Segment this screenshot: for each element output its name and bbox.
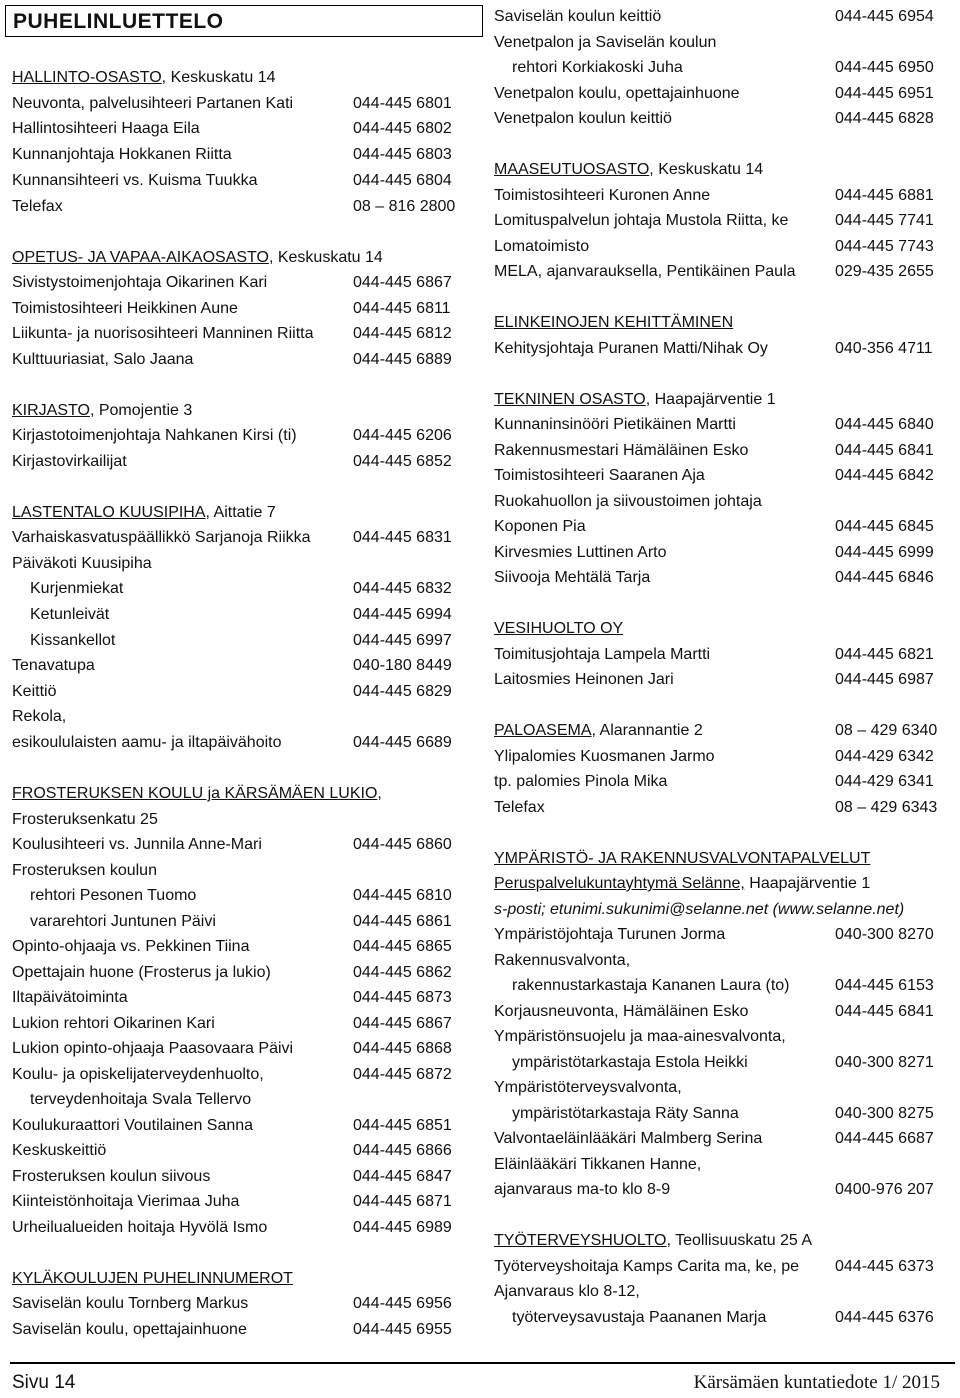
entry-name: Toimistosihteeri Saaranen Aja (494, 467, 705, 484)
phone-number: 044-445 6842 (835, 467, 934, 484)
directory-entry (494, 1153, 954, 1177)
phone-number: 044-445 6851 (353, 1117, 452, 1134)
heading-text (12, 66, 276, 90)
directory-entry (494, 643, 954, 667)
directory-entry (494, 5, 954, 29)
directory-entry (494, 82, 954, 106)
directory-entry (12, 1216, 470, 1240)
directory-entry (494, 31, 954, 55)
section-heading (494, 847, 954, 871)
phone-number: 044-445 6867 (353, 274, 452, 291)
entry-name: Ympäristöterveysvalvonta, (494, 1079, 682, 1096)
phone-number: 040-356 4711 (835, 340, 933, 357)
heading-text (12, 1267, 293, 1291)
entry-name: Frosteruksen koulun (12, 862, 157, 879)
section-heading (12, 246, 470, 270)
entry-name: Valvontaeläinlääkäri Malmberg Serina (494, 1130, 763, 1147)
entry-name: Kunnansihteeri vs. Kuisma Tuukka (12, 172, 258, 189)
entry-name: Liikunta- ja nuorisosihteeri Manninen Riitta (12, 325, 314, 342)
heading-text (12, 501, 276, 525)
phone-number: 044-445 6852 (353, 453, 452, 470)
phone-number: 044-445 6871 (353, 1193, 452, 1210)
section-heading (494, 388, 954, 412)
directory-entry (494, 1051, 954, 1075)
phone-number: 044-445 6867 (353, 1015, 452, 1032)
directory-entry (12, 935, 470, 959)
section-heading (494, 158, 954, 182)
phone-number: 044-445 6951 (835, 85, 934, 102)
entry-name: Kunnaninsinööri Pietikäinen Martti (494, 416, 736, 433)
section-heading (12, 1267, 470, 1291)
entry-name: Kissankellot (30, 632, 116, 649)
heading-address: Haapajärventie 1 (744, 875, 871, 892)
entry-name: Ruokahuollon ja siivoustoimen johtaja (494, 493, 762, 510)
entry-name: Telefax (494, 799, 545, 816)
directory-entry (12, 961, 470, 985)
entry-name: Koulu- ja opiskelijaterveydenhuolto, (12, 1066, 264, 1083)
entry-name: Frosteruksenkatu 25 (12, 811, 158, 828)
phone-number: 08 – 429 6343 (835, 799, 938, 816)
entry-name: Varhaiskasvatuspäällikkö Sarjanoja Riikka (12, 529, 311, 546)
directory-entry (12, 833, 470, 857)
directory-entry (494, 541, 954, 565)
phone-number: 044-445 6828 (835, 110, 934, 127)
directory-entry (494, 1280, 954, 1304)
heading-address: , Aittatie 7 (205, 504, 276, 521)
phone-number: 044-445 6865 (353, 938, 452, 955)
heading-text (494, 311, 733, 335)
heading-text (494, 872, 870, 896)
heading-text (494, 617, 623, 641)
directory-entry (12, 169, 470, 193)
directory-entry (12, 1114, 470, 1138)
phone-number: 044-445 6881 (835, 187, 934, 204)
phone-number: 040-300 8271 (835, 1054, 934, 1071)
phone-number: 044-445 6376 (835, 1309, 934, 1326)
page-number: Sivu 14 (12, 1372, 76, 1393)
directory-entry (494, 439, 954, 463)
entry-name: Tenavatupa (12, 657, 95, 674)
directory-entry (12, 297, 470, 321)
entry-name: Rakennusvalvonta, (494, 952, 631, 969)
entry-name: Kurjenmiekat (30, 580, 124, 597)
entry-name: Opettajain huone (Frosterus ja lukio) (12, 964, 271, 981)
entry-name: Laitosmies Heinonen Jari (494, 671, 674, 688)
heading-text (494, 158, 763, 182)
entry-name: Lukion rehtori Oikarinen Kari (12, 1015, 215, 1032)
directory-entry (494, 923, 954, 947)
directory-entry (12, 884, 470, 908)
directory-entry (494, 974, 954, 998)
directory-entry (12, 526, 470, 550)
directory-entry (12, 808, 470, 832)
directory-entry (12, 731, 470, 755)
phone-number: 040-300 8270 (835, 926, 934, 943)
directory-entry (12, 910, 470, 934)
entry-name: Ketunleivät (30, 606, 110, 623)
entry-name: Lomatoimisto (494, 238, 590, 255)
heading-text (494, 1229, 812, 1253)
phone-number: 044-445 6846 (835, 569, 934, 586)
directory-entry (12, 92, 470, 116)
section-heading (12, 66, 470, 90)
phone-number: 044-445 6873 (353, 989, 452, 1006)
phone-number: 044-445 6803 (353, 146, 452, 163)
phone-number: 044-429 6341 (835, 773, 934, 790)
directory-entry (12, 450, 470, 474)
directory-entry (494, 668, 954, 692)
entry-name: Toimistosihteeri Kuronen Anne (494, 187, 711, 204)
entry-name: Keskuskeittiö (12, 1142, 107, 1159)
entry-name: Saviselän koulu Tornberg Markus (12, 1295, 249, 1312)
heading-address: , (377, 785, 382, 802)
phone-number: 044-445 6840 (835, 416, 934, 433)
directory-entry (494, 566, 954, 590)
footer-divider (10, 1362, 955, 1364)
phone-number: 044-445 6206 (353, 427, 452, 444)
directory-entry (12, 322, 470, 346)
phone-number: 044-445 6811 (353, 300, 451, 317)
heading-address: , Keskuskatu 14 (268, 249, 383, 266)
phone-number: 044-445 6950 (835, 59, 934, 76)
directory-entry (12, 986, 470, 1010)
entry-name: Siivooja Mehtälä Tarja (494, 569, 651, 586)
directory-entry (12, 1012, 470, 1036)
entry-name: Koponen Pia (494, 518, 586, 535)
directory-entry (494, 770, 954, 794)
phone-number: 044-445 6804 (353, 172, 452, 189)
entry-name: Ajanvaraus klo 8-12, (494, 1283, 640, 1300)
directory-entry (494, 1102, 954, 1126)
directory-entry (12, 859, 470, 883)
directory-entry (494, 56, 954, 80)
directory-entry (494, 107, 954, 131)
directory-entry (494, 1000, 954, 1024)
entry-name: Frosteruksen koulun siivous (12, 1168, 211, 1185)
directory-entry (12, 1037, 470, 1061)
entry-name: Rakennusmestari Hämäläinen Esko (494, 442, 749, 459)
directory-entry (494, 184, 954, 208)
directory-entry (494, 1306, 954, 1330)
entry-name: Kulttuuriasiat, Salo Jaana (12, 351, 194, 368)
heading-title: ELINKEINOJEN KEHITTÄMINEN (494, 314, 734, 331)
entry-name: Ylipalomies Kuosmanen Jarmo (494, 748, 715, 765)
directory-entry (12, 654, 470, 678)
heading-address: , Haapajärventie 1 (645, 391, 776, 408)
directory-entry (494, 1076, 954, 1100)
phone-number: 044-445 6889 (353, 351, 452, 368)
entry-name: Venetpalon ja Saviselän koulun (494, 34, 717, 51)
phone-number: 044-445 6841 (835, 1003, 934, 1020)
entry-name: Toimistosihteeri Heikkinen Aune (12, 300, 238, 317)
directory-entry (494, 1255, 954, 1279)
section-heading (494, 617, 954, 641)
phone-number: 044-445 6689 (353, 734, 452, 751)
title-box (5, 5, 483, 37)
directory-entry (494, 209, 954, 233)
phone-number: 044-445 6872 (353, 1066, 452, 1083)
publication-name: Kärsämäen kuntatiedote 1/ 2015 (693, 1372, 940, 1393)
phone-number: 040-180 8449 (353, 657, 452, 674)
phone-number: 044-445 6866 (353, 1142, 452, 1159)
phone-number: 044-445 6802 (353, 120, 452, 137)
entry-name: Kirvesmies Luttinen Arto (494, 544, 667, 561)
heading-title: TEKNINEN OSASTO (494, 391, 646, 408)
entry-name: ympäristötarkastaja Räty Sanna (512, 1105, 739, 1122)
entry-name: tp. palomies Pinola Mika (494, 773, 668, 790)
directory-entry (494, 1025, 954, 1049)
directory-entry (494, 464, 954, 488)
section-heading (12, 782, 470, 806)
directory-entry (494, 745, 954, 769)
directory-entry (12, 1139, 470, 1163)
entry-name: Urheilualueiden hoitaja Hyvölä Ismo (12, 1219, 268, 1236)
entry-name: Neuvonta, palvelusihteeri Partanen Kati (12, 95, 294, 112)
phone-number: 0400-976 207 (835, 1181, 934, 1198)
entry-name: Keittiö (12, 683, 57, 700)
entry-name: Venetpalon koulun keittiö (494, 110, 672, 127)
heading-address: , Keskuskatu 14 (649, 161, 764, 178)
heading-text (12, 782, 382, 806)
directory-entry (12, 1292, 470, 1316)
entry-name: Kiinteistönhoitaja Vierimaa Juha (12, 1193, 240, 1210)
directory-entry (12, 195, 470, 219)
entry-name: työterveysavustaja Paananen Marja (512, 1309, 767, 1326)
section-heading (494, 719, 954, 743)
phone-number: 044-445 6829 (353, 683, 452, 700)
page-title: PUHELINLUETTELO (13, 10, 224, 33)
directory-entry (12, 705, 470, 729)
phone-number: 044-445 6832 (353, 580, 452, 597)
heading-title: MAASEUTUOSASTO (494, 161, 650, 178)
entry-name: Kirjastotoimenjohtaja Nahkanen Kirsi (ti) (12, 427, 297, 444)
phone-number: 044-445 6987 (835, 671, 934, 688)
heading-text (12, 246, 383, 270)
entry-name: MELA, ajanvarauksella, Pentikäinen Paula (494, 263, 796, 280)
directory-entry (12, 143, 470, 167)
phone-number: 044-445 6373 (835, 1258, 934, 1275)
entry-name: vararehtori Juntunen Päivi (30, 913, 216, 930)
heading-address: , Pomojentie 3 (89, 402, 193, 419)
heading-text (494, 388, 776, 412)
entry-name: rehtori Pesonen Tuomo (30, 887, 197, 904)
phone-number: 044-445 6994 (353, 606, 452, 623)
directory-entry (12, 603, 470, 627)
entry-name: rehtori Korkiakoski Juha (512, 59, 683, 76)
directory-entry (12, 629, 470, 653)
phone-number: 044-445 6956 (353, 1295, 452, 1312)
entry-name: Sivistystoimenjohtaja Oikarinen Kari (12, 274, 268, 291)
directory-entry (494, 337, 954, 361)
phone-number: 044-445 6801 (353, 95, 452, 112)
directory-entry (12, 680, 470, 704)
directory-entry (494, 1127, 954, 1151)
directory-entry (12, 1190, 470, 1214)
directory-entry (494, 1178, 954, 1202)
entry-name: terveydenhoitaja Svala Tellervo (30, 1091, 252, 1108)
directory-entry (494, 949, 954, 973)
entry-name: Hallintosihteeri Haaga Eila (12, 120, 200, 137)
heading-title: LASTENTALO KUUSIPIHA (12, 504, 206, 521)
heading-text (494, 847, 870, 871)
phone-number: 029-435 2655 (835, 263, 934, 280)
phone-number: 044-445 7741 (835, 212, 934, 229)
directory-entry (12, 117, 470, 141)
directory-entry (12, 271, 470, 295)
heading-title: KYLÄKOULUJEN PUHELINNUMEROT (12, 1270, 293, 1287)
phone-number: 044-445 6860 (353, 836, 452, 853)
heading-title: OPETUS- JA VAPAA-AIKAOSASTO (12, 249, 269, 266)
heading-title: KIRJASTO (12, 402, 90, 419)
entry-name: Telefax (12, 198, 63, 215)
entry-name: Saviselän koulu, opettajainhuone (12, 1321, 247, 1338)
phone-number: 044-445 6868 (353, 1040, 452, 1057)
section-heading (494, 1229, 954, 1253)
directory-entry (494, 413, 954, 437)
entry-name: Saviselän koulun keittiö (494, 8, 662, 25)
phone-number: 044-445 6862 (353, 964, 452, 981)
heading-text (12, 399, 192, 423)
phone-number: 044-445 6821 (835, 646, 934, 663)
phone-number: 040-300 8275 (835, 1105, 934, 1122)
entry-name: Päiväkoti Kuusipiha (12, 555, 152, 572)
entry-name: Työterveyshoitaja Kamps Carita ma, ke, pe (494, 1258, 800, 1275)
heading-title: HALLINTO-OSASTO (12, 69, 162, 86)
entry-name: ajanvaraus ma-to klo 8-9 (494, 1181, 671, 1198)
heading-title: VESIHUOLTO OY (494, 620, 624, 637)
phone-number: 044-445 6841 (835, 442, 934, 459)
entry-name: Kirjastovirkailijat (12, 453, 127, 470)
entry-name: Venetpalon koulu, opettajainhuone (494, 85, 740, 102)
entry-name: Koulukuraattori Voutilainen Sanna (12, 1117, 254, 1134)
directory-entry (12, 577, 470, 601)
directory-entry (12, 1063, 470, 1087)
entry-name: Kunnanjohtaja Hokkanen Riitta (12, 146, 232, 163)
directory-entry (494, 515, 954, 539)
heading-title: TYÖTERVEYSHUOLTO (494, 1232, 667, 1249)
section-heading (12, 501, 470, 525)
phone-number: 08 – 816 2800 (353, 198, 456, 215)
entry-name: esikoululaisten aamu- ja iltapäivähoito (12, 734, 282, 751)
phone-number: 08 – 429 6340 (835, 722, 938, 739)
directory-entry (12, 1318, 470, 1342)
entry-name: Lomituspalvelun johtaja Mustola Riitta, ke (494, 212, 789, 229)
phone-number: 044-429 6342 (835, 748, 934, 765)
entry-name: Rekola, (12, 708, 67, 725)
directory-entry (494, 796, 954, 820)
email-text: s-posti; etunimi.sukunimi@selanne.net (www.selanne.net) (494, 901, 905, 918)
heading-address: , Keskuskatu 14 (161, 69, 276, 86)
heading-address: , Teollisuuskatu 25 A (666, 1232, 813, 1249)
entry-name: Toimitusjohtaja Lampela Martti (494, 646, 711, 663)
section-heading (494, 311, 954, 335)
heading-title: Peruspalvelukuntayhtymä Selänne, (494, 875, 745, 892)
entry-name: Ympäristönsuojelu ja maa-ainesvalvonta, (494, 1028, 786, 1045)
entry-name: Lukion opinto-ohjaaja Paasovaara Päivi (12, 1040, 294, 1057)
entry-name: Kehitysjohtaja Puranen Matti/Nihak Oy (494, 340, 768, 357)
phone-number: 044-445 6997 (353, 632, 452, 649)
entry-name: rakennustarkastaja Kananen Laura (to) (512, 977, 790, 994)
directory-entry (12, 1165, 470, 1189)
directory-entry (12, 552, 470, 576)
phone-number: 044-445 6831 (353, 529, 452, 546)
heading-title: YMPÄRISTÖ- JA RAKENNUSVALVONTAPALVELUT (494, 850, 871, 867)
entry-name: Ympäristöjohtaja Turunen Jorma (494, 926, 726, 943)
phone-number: 044-445 7743 (835, 238, 934, 255)
phone-number: 044-445 6989 (353, 1219, 452, 1236)
heading-title: FROSTERUKSEN KOULU ja KÄRSÄMÄEN LUKIO (12, 785, 378, 802)
phone-number: 044-445 6687 (835, 1130, 934, 1147)
directory-entry (12, 348, 470, 372)
phone-number: 044-445 6999 (835, 544, 934, 561)
email-info (494, 898, 954, 922)
directory-entry (494, 235, 954, 259)
entry-name: Iltapäivätoiminta (12, 989, 128, 1006)
phone-number: 044-445 6153 (835, 977, 934, 994)
heading-address: , Alarannantie 2 (591, 722, 703, 739)
entry-name: Koulusihteeri vs. Junnila Anne-Mari (12, 836, 262, 853)
heading-text (494, 719, 703, 743)
directory-entry (12, 424, 470, 448)
entry-name: Eläinlääkäri Tikkanen Hanne, (494, 1156, 702, 1173)
phone-number: 044-445 6812 (353, 325, 452, 342)
entry-name: Opinto-ohjaaja vs. Pekkinen Tiina (12, 938, 250, 955)
directory-entry (12, 1088, 470, 1112)
phone-number: 044-445 6810 (353, 887, 452, 904)
section-heading (494, 872, 954, 896)
phone-number: 044-445 6861 (353, 913, 452, 930)
directory-entry (494, 490, 954, 514)
heading-title: PALOASEMA (494, 722, 592, 739)
entry-name: ympäristötarkastaja Estola Heikki (512, 1054, 748, 1071)
directory-entry (494, 260, 954, 284)
phone-number: 044-445 6845 (835, 518, 934, 535)
phone-number: 044-445 6954 (835, 8, 934, 25)
entry-name: Korjausneuvonta, Hämäläinen Esko (494, 1003, 749, 1020)
phone-number: 044-445 6847 (353, 1168, 452, 1185)
section-heading (12, 399, 470, 423)
phone-number: 044-445 6955 (353, 1321, 452, 1338)
